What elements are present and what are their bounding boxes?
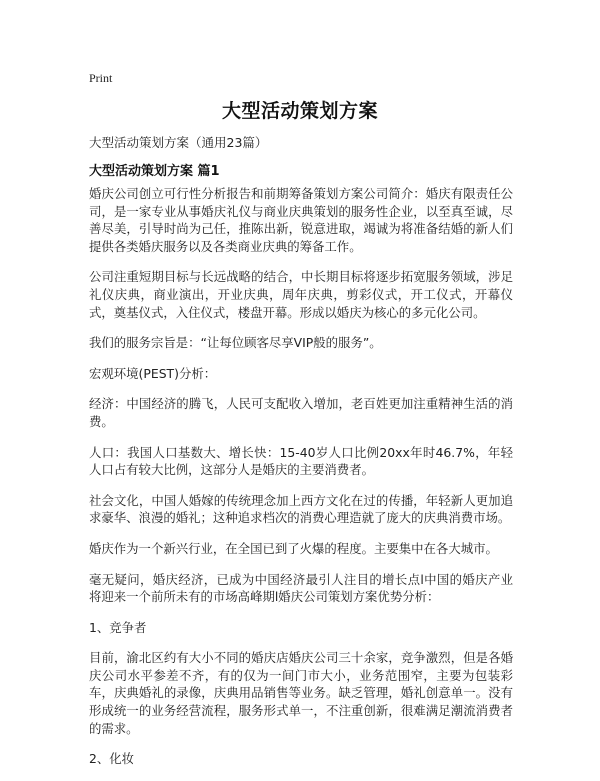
paragraph-economy: 经济：中国经济的腾飞，人民可支配收入增加，老百姓更加注重精神生活的消费。 xyxy=(89,396,513,429)
paragraph-makeup-heading: 2、化妆 xyxy=(89,751,135,767)
document-body xyxy=(89,185,513,781)
paragraph-population: 人口：我国人口基数大、增长快：15-40岁人口比例20xx年时46.7%，年轻人口占有较大比例，这部分人是婚庆的主要消费者。 xyxy=(89,444,513,478)
print-label: Print xyxy=(89,71,113,85)
paragraph-strategy: 公司注重短期目标与长远战略的结合，中长期目标将逐步拓宽服务领域，涉足礼仪庆典，商业演出，开业庆典，周年庆典，剪彩仪式，开工仪式，开幕仪式，奠基仪式，入住仪式，楼盘开幕。形成以婚庆为核心的多元化公司。 xyxy=(89,269,513,320)
paragraph-service-motto: 我们的服务宗旨是：“让每位顾客尽享VIP般的服务”。 xyxy=(89,335,382,351)
paragraph-competitors-heading: 1、竞争者 xyxy=(89,619,147,635)
section-heading: 大型活动策划方案 篇1 xyxy=(89,164,220,179)
document-subtitle: 大型活动策划方案（通用23篇） xyxy=(89,135,268,150)
paragraph-growth: 毫无疑问，婚庆经济，已成为中国经济最引人注目的增长点l中国的婚庆产业将迎来一个前所未有的市场高峰期l婚庆公司策划方案优势分析： xyxy=(89,571,513,605)
paragraph-competitors: 目前，渝北区约有大小不同的婚庆店婚庆公司三十余家，竞争激烈，但是各婚庆公司水平参差不齐，有的仅为一间门市大小，业务范围窄，主要为包装彩车，庆典婚礼的录像，庆典用品销售等业务。缺乏管理，婚礼创意单一。没有形成统一的业务经营流程，服务形式单一，不注重创新，很难满足潮流消费者的需求。 xyxy=(89,650,513,736)
page-title: 大型活动策划方案 xyxy=(221,100,378,122)
paragraph-pest-heading: 宏观环境(PEST)分析： xyxy=(89,365,217,381)
paragraph-social-culture: 社会文化，中国人婚嫁的传统理念加上西方文化在过的传播，年轻新人更加追求豪华、浪漫的婚礼；这种追求档次的消费心理造就了庞大的庆典消费市场。 xyxy=(89,492,513,526)
paragraph-industry: 婚庆作为一个新兴行业，在全国已到了火爆的程度。主要集中在各大城市。 xyxy=(89,540,498,556)
paragraph-intro: 婚庆公司创立可行性分析报告和前期筹备策划方案公司简介：婚庆有限责任公司，是一家专业从事婚庆礼仪与商业庆典策划的服务性企业，以至真至诚，尽善尽美，引导时尚为己任，推陈出新，锐意进取，竭诚为将准备结婚的新人们提供各类婚庆服务以及各类商业庆典的筹备工作。 xyxy=(89,186,513,254)
